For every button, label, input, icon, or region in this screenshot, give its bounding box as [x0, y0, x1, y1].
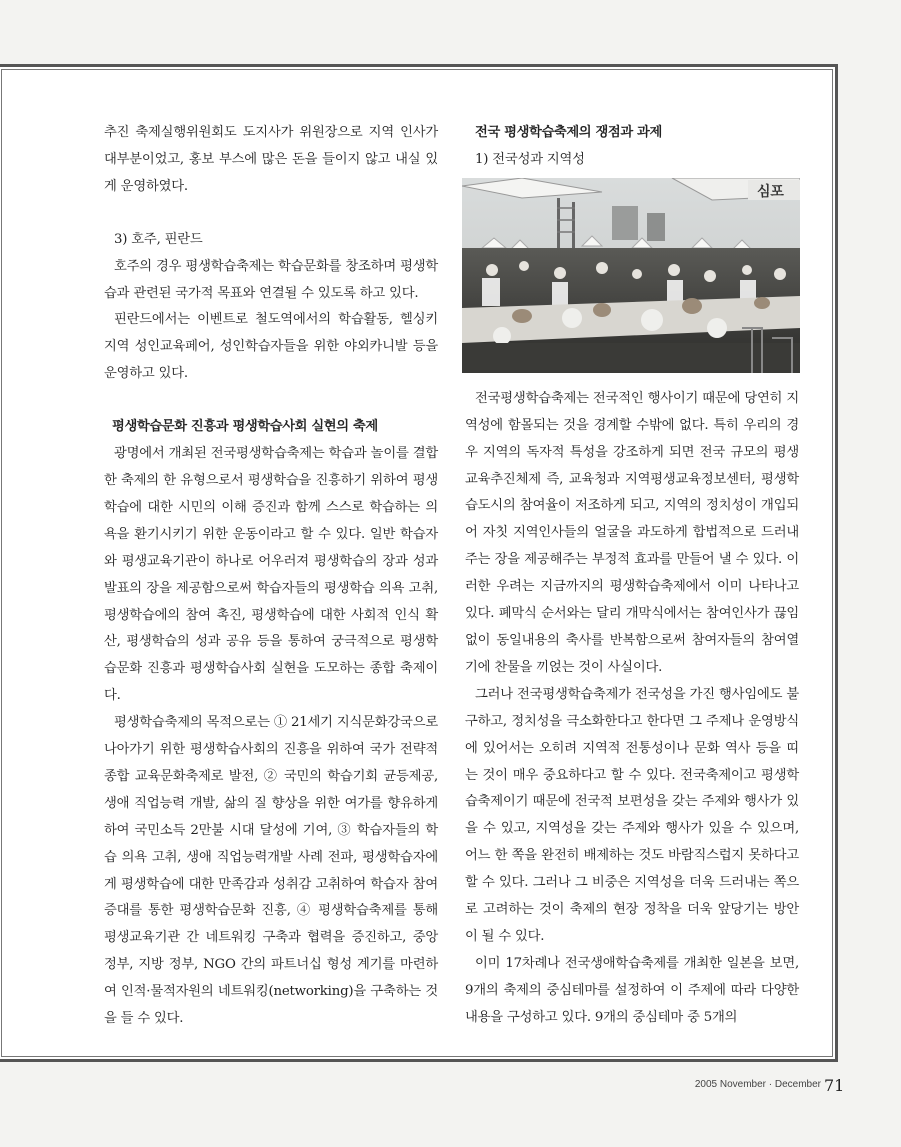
body-paragraph: 평생학습축제의 목적으로는 ① 21세기 지식문화강국으로 나아가기 위한 평생학습사회의 진흥을 위하여 국가 전략적 종합 교육문화축제로 발전, ② 국민의 학습기회 균등제공, 생애 직업능력 개발, 삶의 질 향상을 위한 여가를 향유하게 하여 국민소득 2만불 시대 달성에 기여, ③ 학습자들의 학습 의욕 고취, 생애 직업능력개발 사례 전파, 평생학습자에게 평생학습에 대한 만족감과 성취감 고취하여 학습자 참여 증대를 통한 평생학습문화 진흥, ④ 평생학습축제를 통해 평생교육기관 간 네트워킹 구축과 협력을 증진하고, 중앙 정부, 지방 정부, NGO 간의 파트너십 형성 계기를 마련하여 인적·물적자원의 네트워킹(networking)을 구축하는 것을 들 수 있다.	[104, 715, 438, 1027]
right-column	[465, 120, 799, 1032]
subsection-heading: 1) 전국성과 지역성	[475, 151, 585, 167]
page-number: 71	[824, 1076, 845, 1095]
section-heading: 평생학습문화 진흥과 평생학습사회 실현의 축제	[112, 419, 378, 435]
body-paragraph: 광명에서 개최된 전국평생학습축제는 학습과 놀이를 결합한 축제의 한 유형으로서 평생학습을 진흥하기 위하여 평생학습에 대한 시민의 이해 증진과 함께 스스로 학습하는 의욕을 환기시키기 위한 운동이라고 할 수 있다. 일반 학습자와 평생교육기관이 하나로 어우러져 평생학습의 장과 성과 발표의 장을 제공함으로써 학습자들의 평생학습 의욕 고취, 평생학습에의 참여 촉진, 평생학습에 대한 사회적 인식 확산, 평생학습의 성과 공유 등을 통하여 궁극적으로 평생학습문화 진흥과 평생학습사회 실현을 도모하는 종합 축제이다.	[104, 446, 438, 704]
body-paragraph: 추진 축제실행위원회도 도지사가 위원장으로 지역 인사가 대부분이었고, 홍보 부스에 많은 돈을 들이지 않고 내실 있게 운영하였다.	[104, 125, 438, 194]
body-paragraph: 핀란드에서는 이벤트로 철도역에서의 학습활동, 헬싱키 지역 성인교육페어, 성인학습자들을 위한 야외카니발 등을 운영하고 있다.	[104, 312, 438, 382]
festival-photo	[462, 178, 800, 373]
body-paragraph: 이미 17차례나 전국생애학습축제를 개최한 일본을 보면, 9개의 축제의 중심테마를 설정하여 이 주제에 따라 다양한 내용을 구성하고 있다. 9개의 중심테마 중 5개의	[465, 955, 799, 1025]
left-column	[104, 120, 438, 1033]
subsection-heading: 3) 호주, 핀란드	[114, 231, 203, 247]
body-paragraph: 호주의 경우 평생학습축제는 학습문화를 창조하며 평생학습과 관련된 국가적 목표와 연결될 수 있도록 하고 있다.	[104, 258, 438, 301]
section-heading: 전국 평생학습축제의 쟁점과 과제	[475, 125, 662, 140]
body-paragraph: 그러나 전국평생학습축제가 전국성을 가진 행사임에도 불구하고, 정치성을 극소화한다고 한다면 그 주제나 운영방식에 있어서는 오히려 지역적 전통성이나 문화 역사 등을 띠는 것이 매우 중요하다고 할 수 있다. 전국축제이고 평생학습축제이기 때문에 전국적 보편성을 갖는 주제와 행사가 있을 수 있고, 지역성을 갖는 주제와 행사가 있을 수 있으며, 어느 한 쪽을 완전히 배제하는 것도 바람직스럽지 못하다고 할 수 있다. 그러나 그 비중은 지역성을 더욱 드러내는 쪽으로 고려하는 것이 축제의 현장 정착을 더욱 앞당기는 방안이 될 수 있다.	[465, 686, 799, 944]
body-paragraph: 전국평생학습축제는 전국적인 행사이기 때문에 당연히 지역성에 함몰되는 것을 경계할 수밖에 없다. 특히 우리의 경우 지역의 독자적 특성을 강조하게 되면 전국 규모의 평생교육추진체제 즉, 교육청과 지역평생교육정보센터, 평생학습도시의 참여율이 저조하게 되고, 지역의 정치성이 개입되어 자칫 지역인사들의 얼굴을 과도하게 합법적으로 드러내주는 장을 제공해주는 부정적 효과를 만들어 낼 수 있다. 이러한 우려는 지금까지의 평생학습축제에서 이미 나타나고 있다. 폐막식 순서와는 달리 개막식에서는 참여인사가 끊임없이 동일내용의 축사를 반복함으로써 참여자들의 참여열기에 찬물을 끼얹는 것이 사실이다.	[465, 390, 799, 675]
photo-sign-text: 심포	[757, 183, 784, 200]
issue-date: 2005 November · December	[694, 1079, 821, 1090]
